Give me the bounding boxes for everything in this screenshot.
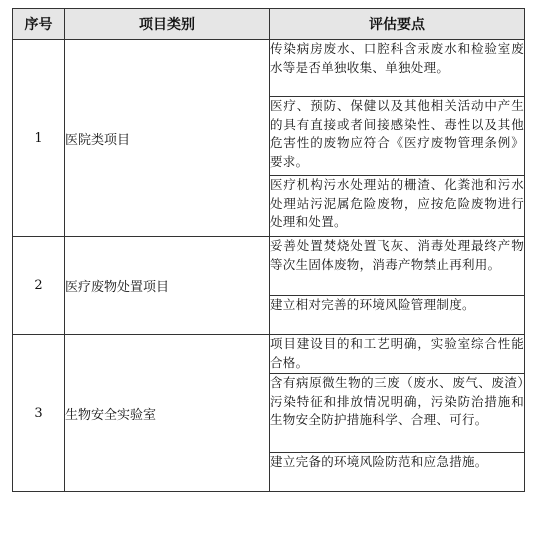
table-row	[13, 40, 525, 97]
assessment-point: 项目建设目的和工艺明确，实验室综合性能合格。	[270, 335, 525, 374]
assessment-point: 妥善处置焚烧处置飞灰、消毒处理最终产物等次生固体废物，消毒产物禁止再利用。	[270, 237, 525, 296]
header-category: 项目类别	[65, 9, 270, 40]
table-row	[13, 335, 525, 374]
row-number: 2	[13, 237, 65, 335]
assessment-table	[12, 8, 525, 492]
project-category: 生物安全实验室	[65, 335, 270, 492]
assessment-point: 建立相对完善的环境风险管理制度。	[270, 296, 525, 335]
header-row	[13, 9, 525, 40]
header-points: 评估要点	[270, 9, 525, 40]
row-number: 3	[13, 335, 65, 492]
table-row	[13, 237, 525, 296]
assessment-point: 传染病房废水、口腔科含汞废水和检验室废水等是否单独收集、单独处理。	[270, 40, 525, 97]
assessment-point: 医疗机构污水处理站的栅渣、化粪池和污水处理站污泥属危险废物，应按危险废物进行处理和处置。	[270, 176, 525, 237]
assessment-point: 建立完备的环境风险防范和应急措施。	[270, 453, 525, 492]
assessment-point: 医疗、预防、保健以及其他相关活动中产生的具有直接或者间接感染性、毒性以及其他危害性的废物应符合《医疗废物管理条例》要求。	[270, 97, 525, 176]
row-number: 1	[13, 40, 65, 237]
assessment-point: 含有病原微生物的三废（废水、废气、废渣）污染特征和排放情况明确，污染防治措施和生物安全防护措施科学、合理、可行。	[270, 374, 525, 453]
header-no: 序号	[13, 9, 65, 40]
project-category: 医院类项目	[65, 40, 270, 237]
project-category: 医疗废物处置项目	[65, 237, 270, 335]
